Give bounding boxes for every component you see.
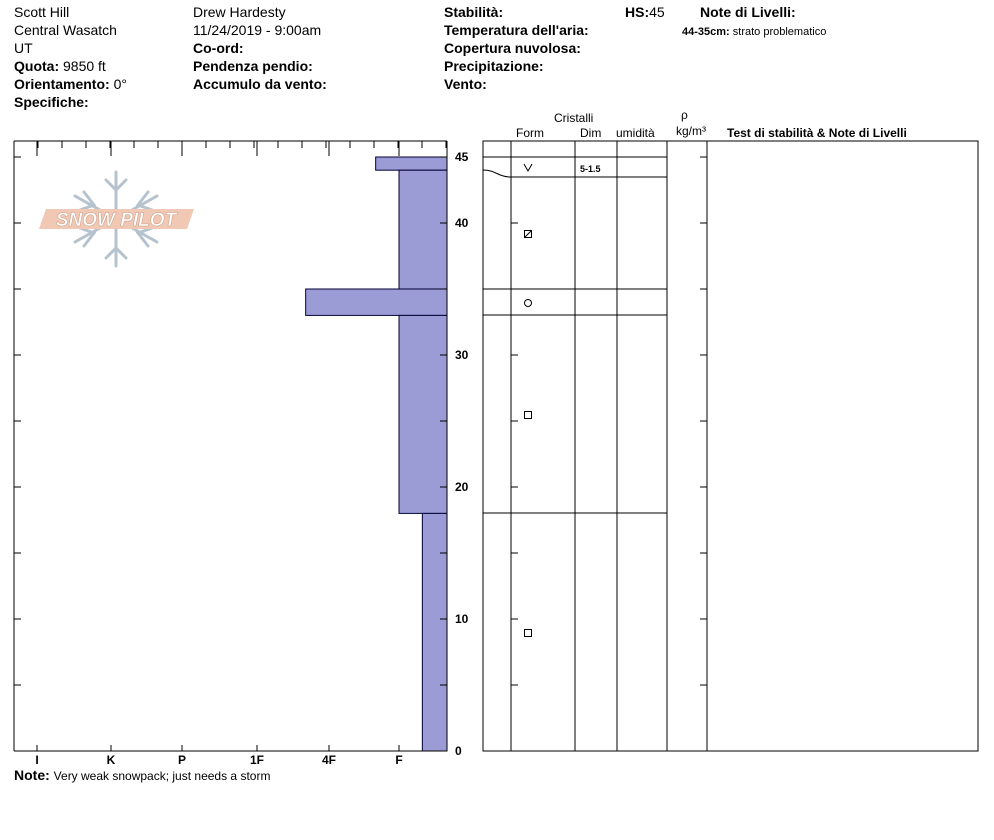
- form-header: Form: [516, 126, 544, 140]
- snowpilot-logo: [39, 172, 194, 266]
- table-ticks: [511, 157, 707, 751]
- aspect-label: Orientamento:: [14, 76, 110, 92]
- note-label: Note:: [14, 767, 50, 783]
- hardness-label-p: P: [177, 753, 187, 767]
- density-unit-header: kg/m³: [676, 124, 706, 138]
- depth-axis-ticks: [14, 157, 447, 751]
- layer-size-1: 5-1.5: [580, 164, 601, 174]
- moisture-header: umidità: [616, 126, 655, 140]
- stability-label: Stabilità:: [444, 4, 504, 20]
- depth-label-40: 40: [455, 216, 469, 230]
- hardness-bar-4: [399, 315, 447, 513]
- range-name: Central Wasatch: [14, 22, 117, 38]
- hardness-label-i: I: [35, 753, 39, 767]
- depth-label-0: 0: [455, 744, 462, 758]
- hardness-bar-1: [376, 157, 447, 170]
- hs-label: HS:: [625, 4, 650, 20]
- rounded-grains-icon: [525, 300, 532, 307]
- depth-label-45: 45: [455, 150, 469, 164]
- hardness-bars: [306, 157, 447, 751]
- hardness-ticks: [14, 141, 446, 767]
- faceted-crystals-icon: [525, 412, 532, 419]
- elevation-label: Quota:: [14, 58, 60, 74]
- note-text: Very weak snowpack; just needs a storm: [53, 769, 271, 783]
- layer-note-range: 44-35cm:: [682, 26, 730, 38]
- elevation-value: 9850 ft: [63, 58, 106, 74]
- logo-text: SNOW PILOT: [55, 210, 177, 231]
- layer-table-frame: [483, 141, 978, 751]
- air-temp-label: Temperatura dell'aria:: [444, 22, 589, 38]
- hardness-label-f: F: [395, 753, 403, 767]
- depth-connector-line: [483, 170, 511, 177]
- note: [14, 767, 270, 784]
- observation-datetime: 11/24/2019 - 9:00am: [193, 22, 322, 38]
- hardness-bar-5: [422, 513, 447, 751]
- precipitation-label: Precipitazione:: [444, 58, 544, 74]
- location-name: Scott Hill: [14, 4, 70, 20]
- depth-label-20: 20: [455, 480, 469, 494]
- hs-value: 45: [649, 4, 665, 20]
- hardness-bar-2: [399, 170, 447, 289]
- depth-label-30: 30: [455, 348, 469, 362]
- hardness-label-4f: 4F: [321, 753, 337, 767]
- hardness-label-1f: 1F: [249, 753, 265, 767]
- hardness-bar-3: [306, 289, 447, 315]
- state-name: UT: [14, 40, 33, 56]
- aspect-value: 0°: [113, 76, 127, 92]
- faceted-crystals-icon: [525, 630, 532, 637]
- hardness-label-k: K: [106, 753, 116, 767]
- depth-label-10: 10: [455, 612, 469, 626]
- observer-name: Drew Hardesty: [193, 4, 286, 20]
- cloud-cover-label: Copertura nuvolosa:: [444, 40, 581, 56]
- mixed-form-icon: [525, 231, 532, 238]
- wind-label: Vento:: [444, 76, 487, 92]
- rho-header: ρ: [681, 108, 688, 122]
- layer-notes-label: Note di Livelli:: [700, 4, 796, 20]
- surface-hoar-icon: [524, 164, 532, 171]
- crystals-header: Cristalli: [554, 111, 594, 125]
- stability-notes-header: Test di stabilità & Note di Livelli: [727, 126, 907, 140]
- slope-label: Pendenza pendio:: [193, 58, 313, 74]
- coords-label: Co-ord:: [193, 40, 244, 56]
- wind-loading-label: Accumulo da vento:: [193, 76, 327, 92]
- layer-note-text: strato problematico: [732, 26, 827, 38]
- size-header: Dim: [580, 126, 602, 140]
- depth-axis-labels: [455, 150, 469, 758]
- specifics-label: Specifiche:: [14, 94, 89, 110]
